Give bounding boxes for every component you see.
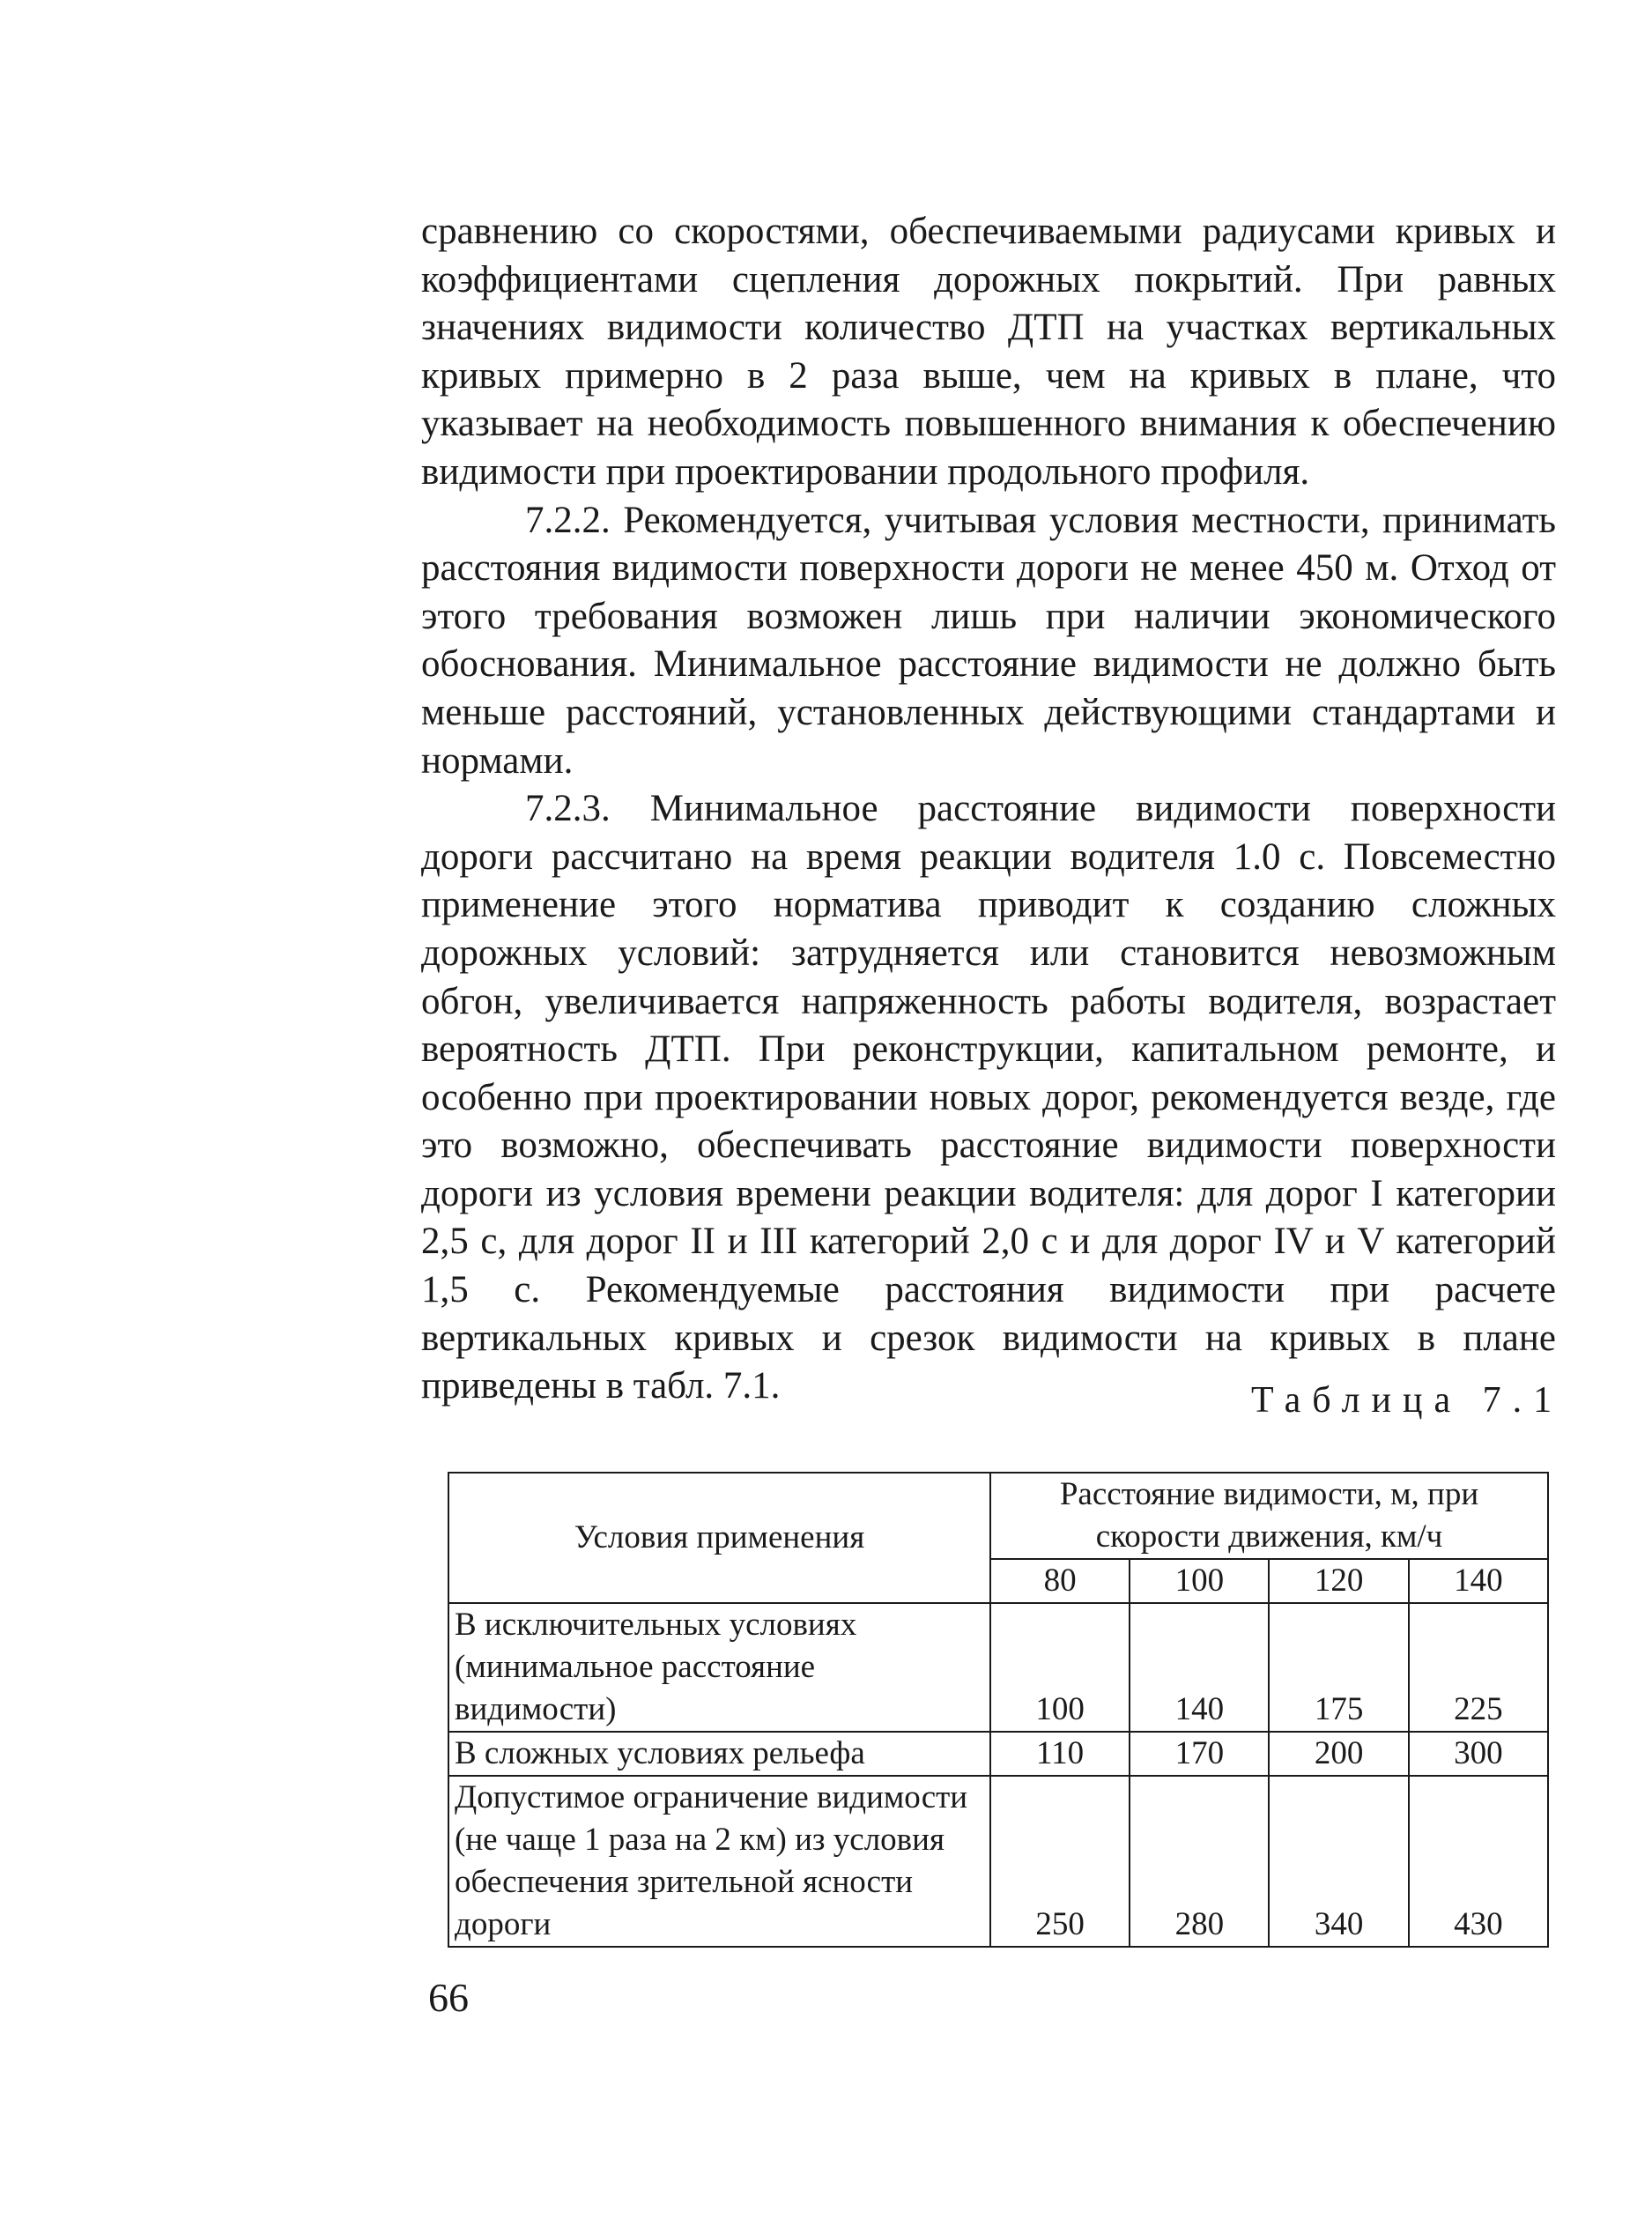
table-row <box>448 1603 1548 1732</box>
header-distance: Расстояние видимости, м, при скорости движения, км/ч <box>990 1473 1548 1559</box>
row-value: 175 <box>1269 1603 1408 1732</box>
speed-header-140: 140 <box>1409 1559 1548 1603</box>
row-condition: В исключительных условиях (минимальное расстояние видимости) <box>448 1603 990 1732</box>
row-value: 100 <box>990 1603 1130 1732</box>
row-condition: В сложных условиях рельефа <box>448 1732 990 1776</box>
row-value: 200 <box>1269 1732 1408 1776</box>
table-row <box>448 1776 1548 1947</box>
visibility-distance-table <box>448 1472 1549 1948</box>
row-value: 300 <box>1409 1732 1548 1776</box>
row-value: 250 <box>990 1776 1130 1947</box>
body-text <box>421 208 1556 1411</box>
speed-header-120: 120 <box>1269 1559 1408 1603</box>
row-value: 110 <box>990 1732 1130 1776</box>
row-value: 140 <box>1130 1603 1269 1732</box>
row-value: 225 <box>1409 1603 1548 1732</box>
page-number: 66 <box>428 1975 469 2020</box>
table-caption: Таблица 7.1 <box>1251 1380 1564 1421</box>
paragraph-7-2-3: 7.2.3. Минимальное расстояние видимости поверхности дороги рассчитано на время реакции водителя 1.0 с. Повсеместно применение этого норматива приводит к созданию сложных дорожных условий: затрудняется или становится невозможным обгон, увеличивается напряженность работы водителя, возрастает вероятность ДТП. При реконструкции, капитальном ремонте, и особенно при проектировании новых дорог, рекомендуется везде, где это возможно, обеспечивать расстояние видимости поверхности дороги из условия времени реакции водителя: для дорог I категории 2,5 с, для дорог II и III категорий 2,0 с и для дорог IV и V категорий 1,5 с. Рекомендуемые расстояния видимости при расчете вертикальных кривых и срезок видимости на кривых в плане приведены в табл. 7.1. <box>421 788 1556 1407</box>
row-value: 170 <box>1130 1732 1269 1776</box>
table-row <box>448 1732 1548 1776</box>
row-condition: Допустимое ограничение видимости (не чаще 1 раза на 2 км) из условия обеспечения зрительной ясности дороги <box>448 1776 990 1947</box>
row-value: 340 <box>1269 1776 1408 1947</box>
paragraph-continuation: сравнению со скоростями, обеспечиваемыми радиусами кривых и коэффициентами сцепления дорожных покрытий. При равных значениях видимости количество ДТП на участках вертикальных кривых примерно в 2 раза выше, чем на кривых в плане, что указывает на необходимость повышенного внимания к обеспечению видимости при проектировании продольного профиля. <box>421 211 1556 493</box>
row-value: 280 <box>1130 1776 1269 1947</box>
row-value: 430 <box>1409 1776 1548 1947</box>
paragraph-7-2-2: 7.2.2. Рекомендуется, учитывая условия местности, принимать расстояния видимости поверхности дороги не менее 450 м. Отход от этого требования возможен лишь при наличии экономического обоснования. Минимальное расстояние видимости не должно быть меньше расстояний, установленных действующими стандартами и нормами. <box>421 499 1556 782</box>
speed-header-80: 80 <box>990 1559 1130 1603</box>
speed-header-100: 100 <box>1130 1559 1269 1603</box>
header-conditions: Условия применения <box>448 1473 990 1603</box>
table-header-row <box>448 1473 1548 1559</box>
